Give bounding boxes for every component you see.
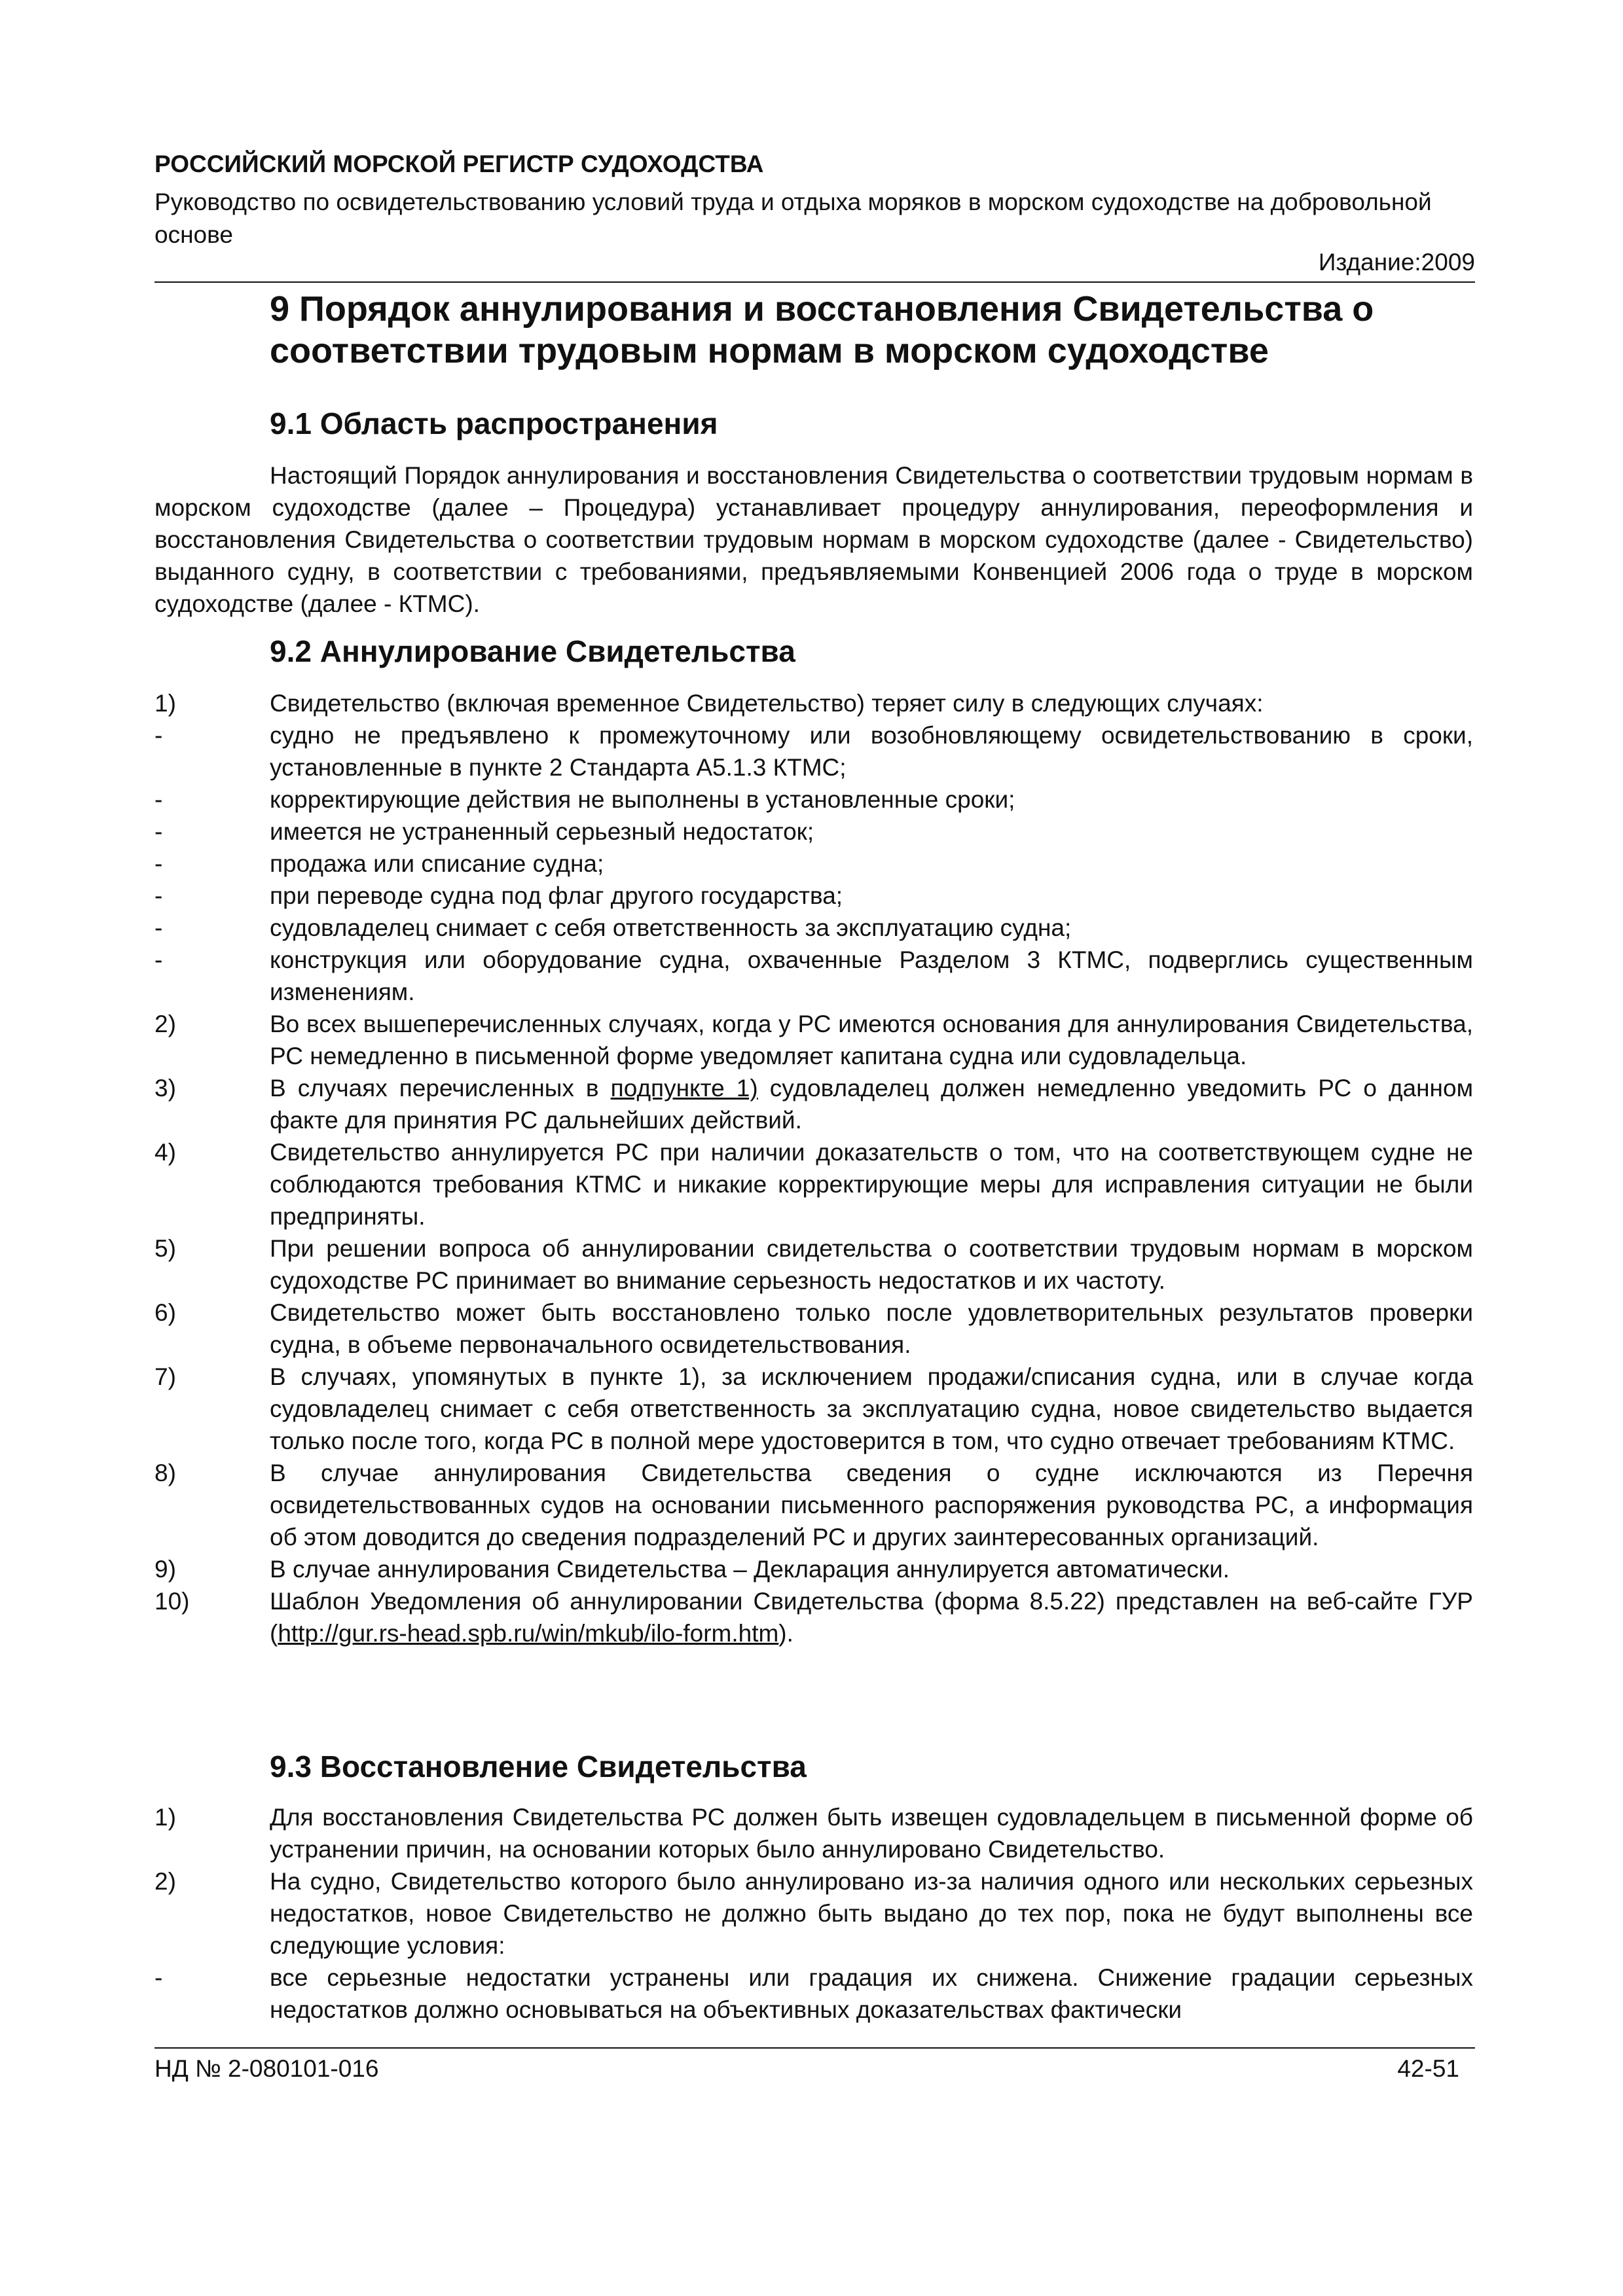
list-item-marker: -	[155, 882, 163, 909]
list-item-text-before: В случаях перечисленных в	[270, 1075, 611, 1102]
list-item	[155, 848, 1473, 880]
list-item-text: При решении вопроса об аннулировании свидетельства о соответствии трудовым нормам в морском судоходстве РС принимает во внимание серьезность недостатков и их частоту.	[270, 1235, 1473, 1294]
list-item-text: имеется не устраненный серьезный недостаток;	[270, 818, 814, 845]
list-item	[155, 1072, 1473, 1136]
list-item	[155, 1297, 1473, 1361]
list-item-marker: 1)	[155, 1804, 176, 1831]
list-item-text-before: Шаблон Уведомления об аннулировании Свидетельства (форма 8.5.22) представлен на веб-сайте ГУР (	[270, 1588, 1473, 1647]
list-item-text: Во всех вышеперечисленных случаях, когда у РС имеются основания для аннулирования Свидетельства, РС немедленно в письменной форме уведомляет капитана судна или судовладельца.	[270, 1011, 1473, 1069]
list-item	[155, 1553, 1473, 1585]
list-item-text-after: судовладелец должен немедленно уведомить РС о данном факте для принятия РС дальнейших действий.	[270, 1075, 1474, 1134]
list-item	[155, 1232, 1473, 1297]
list-item	[155, 783, 1473, 816]
section-9-1-paragraph: Настоящий Порядок аннулирования и восстановления Свидетельства о соответствии трудовым нормам в морском судоходстве (далее – Процедура) устанавливает процедуру аннулирования, переоформления и восстановления Свидетельства о соответствии трудовым нормам в морском судоходстве (далее - Свидетельство) выданного судну, в соответствии с требованиями, предъявляемыми Конвенцией 2006 года о труде в морском судоходстве (далее - КТМС).	[155, 462, 1473, 617]
header-edition: Издание:2009	[1318, 249, 1475, 276]
list-item-text: Для восстановления Свидетельства РС должен быть извещен судовладельцем в письменной форме об устранении причин, на основании которых было аннулировано Свидетельство.	[270, 1804, 1473, 1863]
list-item	[155, 880, 1473, 912]
list-item	[155, 944, 1473, 1008]
list-item-marker: -	[155, 850, 163, 877]
header-subtitle: Руководство по освидетельствованию условий труда и отдыха моряков в морском судоходстве на добровольной основе	[155, 188, 1432, 248]
reference-link[interactable]: подпункте 1)	[610, 1075, 758, 1102]
header-organization: РОССИЙСКИЙ МОРСКОЙ РЕГИСТР СУДОХОДСТВА	[155, 151, 764, 177]
footer-page-number: 42-51	[1397, 2055, 1459, 2082]
list-item-marker: 6)	[155, 1299, 176, 1326]
list-item-text: В случаях, упомянутых в пункте 1), за исключением продажи/списания судна, или в случае когда судовладелец снимает с себя ответственность за эксплуатацию судна, новое свидетельство выдается только после того, когда РС в полной мере удостоверится в том, что судно отвечает требованиям КТМС.	[270, 1363, 1473, 1454]
list-item-text-after: ).	[778, 1620, 793, 1647]
list-item-marker: 10)	[155, 1588, 190, 1615]
list-item	[155, 912, 1473, 944]
list-item-marker: 2)	[155, 1868, 176, 1895]
list-item-text: Свидетельство аннулируется РС при наличии доказательств о том, что на соответствующем судне не соблюдаются требования КТМС и никакие корректирующие меры для исправления ситуации не были предприняты.	[270, 1139, 1473, 1230]
section-heading-9-2: 9.2 Аннулирование Свидетельства	[270, 634, 795, 668]
list-item-marker: -	[155, 914, 163, 941]
list-item-text: продажа или списание судна;	[270, 850, 604, 877]
list-item-text	[270, 1072, 1473, 1136]
list-item-marker: 1)	[155, 690, 176, 717]
list-item-text: корректирующие действия не выполнены в установленные сроки;	[270, 786, 1015, 813]
list-item-marker: -	[155, 818, 163, 845]
section-9-3-list	[155, 1801, 1473, 2026]
section-heading-9-1: 9.1 Область распространения	[270, 406, 718, 440]
list-item	[155, 1361, 1473, 1457]
reference-link[interactable]: http://gur.rs-head.spb.ru/win/mkub/ilo-form.htm	[278, 1620, 779, 1647]
list-item-marker: -	[155, 786, 163, 813]
list-item-text: судовладелец снимает с себя ответственность за эксплуатацию судна;	[270, 914, 1072, 941]
list-item	[155, 1008, 1473, 1072]
list-item-text: судно не предъявлено к промежуточному или возобновляющему освидетельствованию в сроки, установленные в пункте 2 Стандарта А5.1.3 КТМС;	[270, 722, 1473, 781]
list-item-marker: 8)	[155, 1460, 176, 1486]
list-item-marker: 4)	[155, 1139, 176, 1166]
list-item-marker: 7)	[155, 1363, 176, 1390]
chapter-title: 9 Порядок аннулирования и восстановления Свидетельства о соответствии трудовым нормам в морском судоходстве	[270, 289, 1374, 370]
list-item-text: все серьезные недостатки устранены или градация их снижена. Снижение градации серьезных недостатков должно основываться на объективных доказательствах фактически	[270, 1964, 1473, 2023]
list-item-text: На судно, Свидетельство которого было аннулировано из-за наличия одного или нескольких серьезных недостатков, новое Свидетельство не должно быть выдано до тех пор, пока не будут выполнены все следующие условия:	[270, 1868, 1473, 1959]
list-item	[155, 687, 1473, 719]
list-item-marker: 3)	[155, 1075, 176, 1102]
list-item	[155, 1801, 1473, 1865]
list-item	[155, 1136, 1473, 1232]
list-item-text: В случае аннулирования Свидетельства – Декларация аннулируется автоматически.	[270, 1556, 1230, 1583]
footer-doc-number: НД № 2-080101-016	[155, 2055, 379, 2082]
list-item	[155, 719, 1473, 783]
list-item-marker: 9)	[155, 1556, 176, 1583]
list-item-marker: 5)	[155, 1235, 176, 1262]
list-item-marker: -	[155, 722, 163, 749]
list-item-text: конструкция или оборудование судна, охваченные Разделом 3 КТМС, подверглись существенным изменениям.	[270, 946, 1473, 1005]
header-divider	[155, 281, 1475, 283]
section-heading-9-3: 9.3 Восстановление Свидетельства	[270, 1749, 807, 1784]
list-item	[155, 1865, 1473, 1962]
section-9-2-list	[155, 687, 1473, 1649]
list-item-text: Свидетельство (включая временное Свидетельство) теряет силу в следующих случаях:	[270, 690, 1264, 717]
list-item	[155, 816, 1473, 848]
list-item-marker: -	[155, 1964, 163, 1991]
list-item	[155, 1962, 1473, 2026]
list-item-text: Свидетельство может быть восстановлено только после удовлетворительных результатов проверки судна, в объеме первоначального освидетельствования.	[270, 1299, 1473, 1358]
footer-divider	[155, 2047, 1475, 2049]
list-item	[155, 1457, 1473, 1553]
list-item-marker: 2)	[155, 1011, 176, 1037]
list-item-text	[270, 1585, 1473, 1649]
list-item-marker: -	[155, 946, 163, 973]
list-item	[155, 1585, 1473, 1649]
list-item-text: при переводе судна под флаг другого государства;	[270, 882, 843, 909]
list-item-text: В случае аннулирования Свидетельства сведения о судне исключаются из Перечня освидетельствованных судов на основании письменного распоряжения руководства РС, а информация об этом доводится до сведения подразделений РС и других заинтересованных организаций.	[270, 1460, 1473, 1551]
